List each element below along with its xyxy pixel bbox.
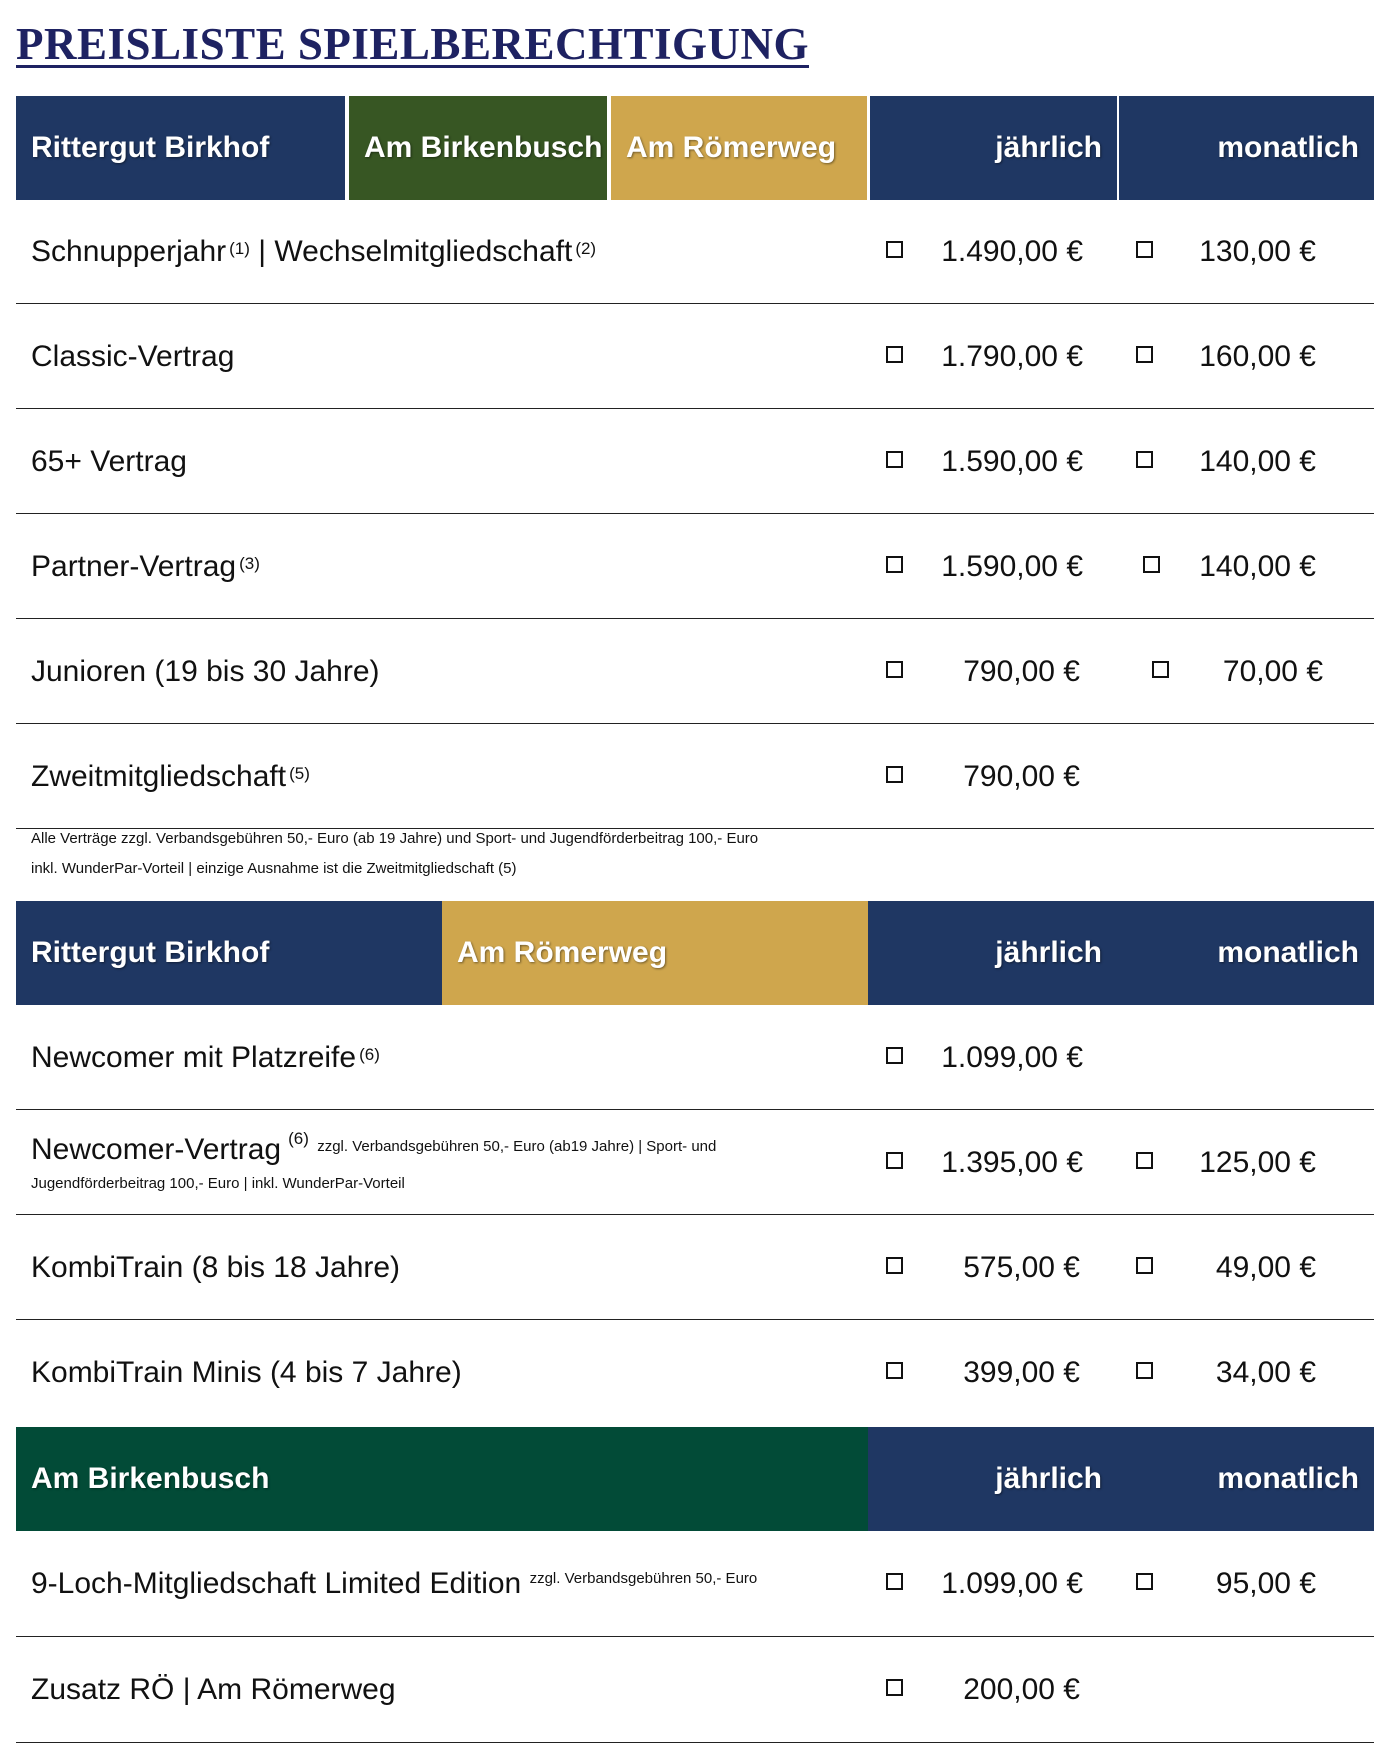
header-monthly: monatlich — [1119, 96, 1374, 200]
footnote-line-1: Alle Verträge zzgl. Verbandsgebühren 50,- Euro (ab 19 Jahre) und Sport- und Jugendförderbeitrag 100,- Euro — [31, 830, 759, 847]
header-monthly: monatlich — [1117, 1427, 1374, 1531]
row-label: Newcomer mit Platzreife $^{(6)}$ — [31, 1041, 380, 1074]
yearly-checkbox[interactable] — [886, 1679, 903, 1696]
row-divider — [16, 408, 1374, 409]
monthly-checkbox[interactable] — [1136, 346, 1153, 363]
row-divider — [16, 1742, 1374, 1743]
monthly-price: 70,00 € — [1222, 655, 1323, 688]
price-row — [16, 1638, 1374, 1742]
row-label: Zweitmitgliedschaft $^{(5)}$ — [31, 760, 310, 793]
monthly-checkbox[interactable] — [1143, 556, 1160, 573]
row-label: Classic-Vertrag — [31, 340, 235, 373]
row-label: Junioren (19 bis 30 Jahre) — [31, 655, 380, 688]
price-row — [16, 620, 1374, 724]
row-divider — [16, 618, 1374, 619]
row-divider — [16, 513, 1374, 514]
row-divider — [16, 1214, 1374, 1215]
yearly-checkbox[interactable] — [886, 451, 903, 468]
monthly-checkbox[interactable] — [1136, 241, 1153, 258]
monthly-checkbox[interactable] — [1152, 661, 1169, 678]
yearly-price: 1.490,00 € — [941, 235, 1083, 268]
row-label: Schnupperjahr $^{(1)}$ | Wechselmitgliedschaft $^{(2)}$ — [31, 235, 597, 268]
row-label: 65+ Vertrag — [31, 445, 187, 478]
header-monthly: monatlich — [1117, 901, 1374, 1005]
monthly-price: 160,00 € — [1199, 340, 1316, 373]
yearly-checkbox[interactable] — [886, 241, 903, 258]
row-label: Newcomer-Vertrag $^{(6)}$ $^{zzgl. Verbandsgebühren 50,- Euro (ab19 Jahre) | Sport- und}$ — [31, 1129, 717, 1166]
row-divider — [16, 1109, 1374, 1110]
yearly-checkbox[interactable] — [886, 1152, 903, 1169]
yearly-price: 575,00 € — [963, 1251, 1080, 1284]
monthly-checkbox[interactable] — [1136, 1573, 1153, 1590]
header-rittergut-birkhof: Rittergut Birkhof — [16, 96, 345, 200]
header-am-birkenbusch: Am Birkenbusch — [16, 1427, 868, 1531]
header-rittergut-birkhof: Rittergut Birkhof — [16, 901, 442, 1005]
price-row — [16, 515, 1374, 619]
row-label: KombiTrain Minis (4 bis 7 Jahre) — [31, 1356, 462, 1389]
row-label-line-2: Jugendförderbeitrag 100,- Euro | inkl. WunderPar-Vorteil — [31, 1175, 405, 1192]
price-row — [16, 305, 1374, 409]
monthly-price: 140,00 € — [1199, 445, 1316, 478]
price-row — [16, 1216, 1374, 1320]
price-row — [16, 1006, 1374, 1110]
monthly-checkbox[interactable] — [1136, 1152, 1153, 1169]
yearly-price: 200,00 € — [963, 1673, 1080, 1706]
monthly-price: 34,00 € — [1215, 1356, 1316, 1389]
yearly-checkbox[interactable] — [886, 1257, 903, 1274]
row-label: KombiTrain (8 bis 18 Jahre) — [31, 1251, 401, 1284]
yearly-price: 1.099,00 € — [941, 1041, 1083, 1074]
header-yearly: jährlich — [868, 901, 1117, 1005]
price-row — [16, 200, 1374, 304]
yearly-price: 399,00 € — [963, 1356, 1080, 1389]
yearly-checkbox[interactable] — [886, 1573, 903, 1590]
monthly-checkbox[interactable] — [1136, 1257, 1153, 1274]
yearly-checkbox[interactable] — [886, 661, 903, 678]
row-divider — [16, 828, 1374, 829]
header-yearly: jährlich — [868, 1427, 1117, 1531]
header-am-roemerweg: Am Römerweg — [442, 901, 868, 1005]
yearly-price: 1.590,00 € — [941, 445, 1083, 478]
yearly-price: 1.790,00 € — [941, 340, 1083, 373]
monthly-checkbox[interactable] — [1136, 451, 1153, 468]
yearly-checkbox[interactable] — [886, 766, 903, 783]
yearly-price: 790,00 € — [963, 655, 1080, 688]
row-label: Partner-Vertrag $^{(3)}$ — [31, 550, 260, 583]
yearly-checkbox[interactable] — [886, 1362, 903, 1379]
price-row — [16, 1111, 1374, 1215]
header-yearly: jährlich — [870, 96, 1117, 200]
yearly-checkbox[interactable] — [886, 1047, 903, 1064]
yearly-checkbox[interactable] — [886, 346, 903, 363]
price-row — [16, 725, 1374, 829]
monthly-price: 49,00 € — [1215, 1251, 1316, 1284]
yearly-price: 1.395,00 € — [941, 1146, 1083, 1179]
monthly-price: 95,00 € — [1215, 1567, 1316, 1600]
yearly-price: 1.099,00 € — [941, 1567, 1083, 1600]
monthly-price: 130,00 € — [1199, 235, 1316, 268]
yearly-price: 1.590,00 € — [941, 550, 1083, 583]
page-title: PREISLISTE SPIELBERECHTIGUNG — [16, 19, 809, 69]
yearly-checkbox[interactable] — [886, 556, 903, 573]
row-divider — [16, 303, 1374, 304]
row-label: Zusatz RÖ | Am Römerweg — [31, 1673, 396, 1706]
price-row — [16, 410, 1374, 514]
row-divider — [16, 1319, 1374, 1320]
monthly-checkbox[interactable] — [1136, 1362, 1153, 1379]
row-label: 9-Loch-Mitgliedschaft Limited Edition zzgl. Verbandsgebühren 50,- Euro — [31, 1567, 758, 1600]
monthly-price: 140,00 € — [1199, 550, 1316, 583]
price-row — [16, 1321, 1374, 1425]
yearly-price: 790,00 € — [963, 760, 1080, 793]
price-row — [16, 1532, 1374, 1636]
header-am-roemerweg: Am Römerweg — [611, 96, 867, 200]
row-divider — [16, 723, 1374, 724]
footnote-line-2: inkl. WunderPar-Vorteil | einzige Ausnahme ist die Zweitmitgliedschaft (5) — [31, 860, 517, 877]
row-divider — [16, 1636, 1374, 1637]
header-am-birkenbusch: Am Birkenbusch — [349, 96, 607, 200]
monthly-price: 125,00 € — [1199, 1146, 1316, 1179]
